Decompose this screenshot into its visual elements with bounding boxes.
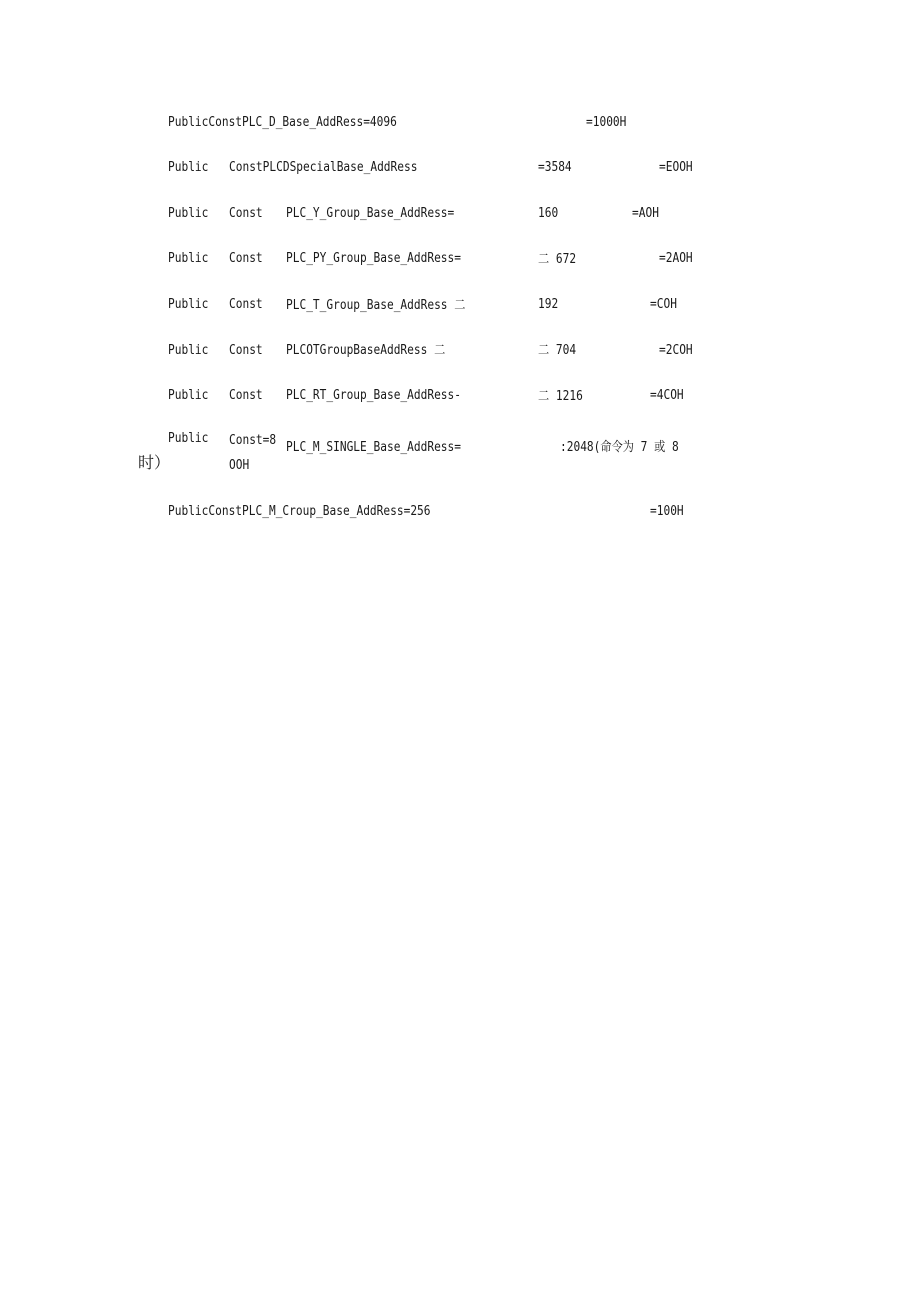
code-line-8-value-comment: :2048(命令为 7 或 8 [560,440,679,455]
code-line-6-name: PLCOTGroupBaseAddRess 二 [286,343,446,358]
code-line-4-name: PLC_PY_Group_Base_AddRess= [286,251,462,266]
code-line-3-hex: =AOH [632,206,659,221]
code-line-8-comment-end: 时） [138,453,171,472]
code-line-4-const: Const [229,251,263,266]
code-line-7-name: PLC_RT_Group_Base_AddRess- [286,388,462,403]
code-line-1-hex: =1000H [586,115,627,130]
code-line-2-hex: =EOOH [659,160,693,175]
code-line-2-public: Public [168,160,209,175]
code-line-3-value: 160 [538,206,559,221]
code-line-4-hex: =2AOH [659,251,693,266]
code-line-3-const: Const [229,206,263,221]
code-line-5-name: PLC_T_Group_Base_AddRess 二 [286,298,466,313]
code-line-5-const: Const [229,297,263,312]
code-line-5-value: 192 [538,297,559,312]
code-line-6-const: Const [229,343,263,358]
code-line-2-decl: ConstPLCDSpecialBase_AddRess [229,160,418,175]
code-line-8-const: Const=8 [229,433,277,448]
code-line-7-hex: =4COH [650,388,684,403]
code-line-7-value: 二 1216 [538,389,583,404]
code-line-8-public: Public [168,431,209,446]
code-line-3-public: Public [168,206,209,221]
code-line-5-public: Public [168,297,209,312]
code-line-6-value: 二 704 [538,343,577,358]
code-line-9-decl: PublicConstPLC_M_Croup_Base_AddRess=256 [168,504,431,519]
code-line-7-const: Const [229,388,263,403]
code-line-6-hex: =2COH [659,343,693,358]
code-line-2-value: =3584 [538,160,572,175]
code-line-8-hex: OOH [229,458,250,473]
code-line-5-hex: =COH [650,297,677,312]
code-line-1-decl: PublicConstPLC_D_Base_AddRess=4096 [168,115,397,130]
code-line-8-name: PLC_M_SINGLE_Base_AddRess= [286,440,462,455]
code-line-3-name: PLC_Y_Group_Base_AddRess= [286,206,455,221]
code-line-6-public: Public [168,343,209,358]
code-line-4-public: Public [168,251,209,266]
code-line-4-value: 二 672 [538,252,577,267]
code-line-7-public: Public [168,388,209,403]
code-line-9-hex: =100H [650,504,684,519]
